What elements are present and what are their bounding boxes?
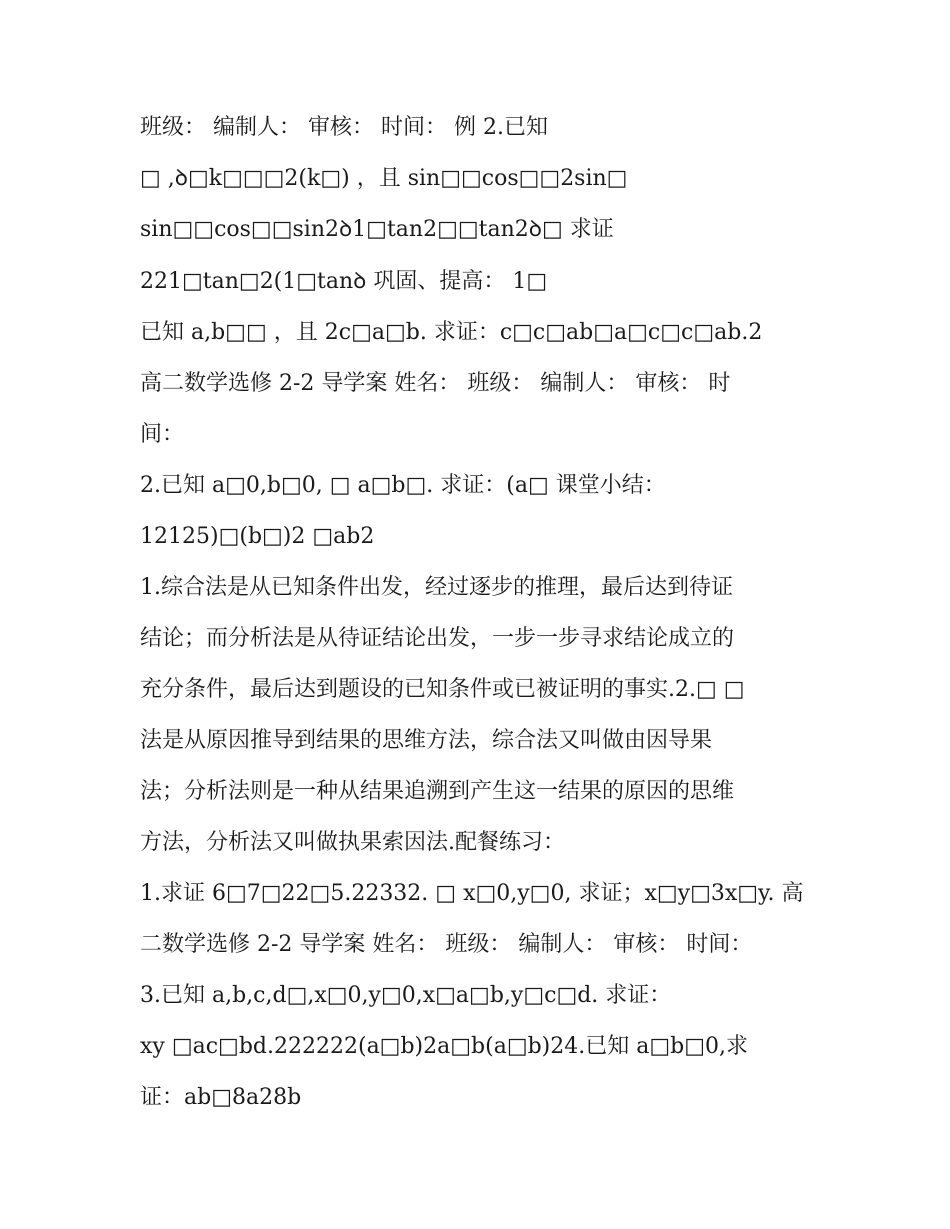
text-line: 3.已知 a,b,c,d□,x□0,y□0,x□a□b,y□c□d. 求证： [140,983,672,1008]
text-line: 1.求证 6□7□22□5.22332. □ x□0,y□0, 求证；x□y□3x□y. 高 [140,881,804,906]
text-line: 2.已知 a□0,b□0, □ a□b□. 求证：(a□ 课堂小结： [140,473,666,498]
text-line: 方法，分析法又叫做执果索因法.配餐练习： [140,830,565,855]
text-line: 法；分析法则是一种从结果追溯到产生这一结果的原因的思维 [140,779,735,804]
text-line: 二数学选修 2-2 导学案 姓名： 班级： 编制人： 审核： 时间： [140,932,753,957]
text-line: 班级： 编制人： 审核： 时间： 例 2.已知 [140,115,548,140]
text-line: 间： [140,422,185,447]
text-line: 结论；而分析法是从待证结论出发，一步一步寻求结论成立的 [140,626,735,651]
text-line: 已知 a,b□□ ，且 2c□a□b. 求证：c□c□ab□a□c□c□ab.2 [140,320,763,345]
text-line: xy □ac□bd.222222(a□b)2a□b(a□b)24.已知 a□b□0,求 [140,1034,749,1059]
text-line: □ ,ꝺ□k□□□2(k□) ，且 sin□□cos□□2sin□ [140,166,628,191]
text-line: 证：ab□8a28b [140,1085,302,1110]
text-line: sin□□cos□□sin2ꝺ1□tan2□□tan2ꝺ□ 求证 [140,217,614,242]
text-line: 法是从原因推导到结果的思维方法，综合法又叫做由因导果 [140,728,713,753]
text-line: 221□tan□2(1□tanꝺ 巩固、提高： 1□ [140,269,548,294]
text-line: 充分条件，最后达到题设的已知条件或已被证明的事实.2.□ □ [140,677,745,702]
text-line: 高二数学选修 2-2 导学案 姓名： 班级： 编制人： 审核： 时 [140,371,731,396]
text-line: 1.综合法是从已知条件出发，经过逐步的推理，最后达到待证 [140,575,733,600]
text-line: 12125)□(b□)2 □ab2 [140,524,375,549]
